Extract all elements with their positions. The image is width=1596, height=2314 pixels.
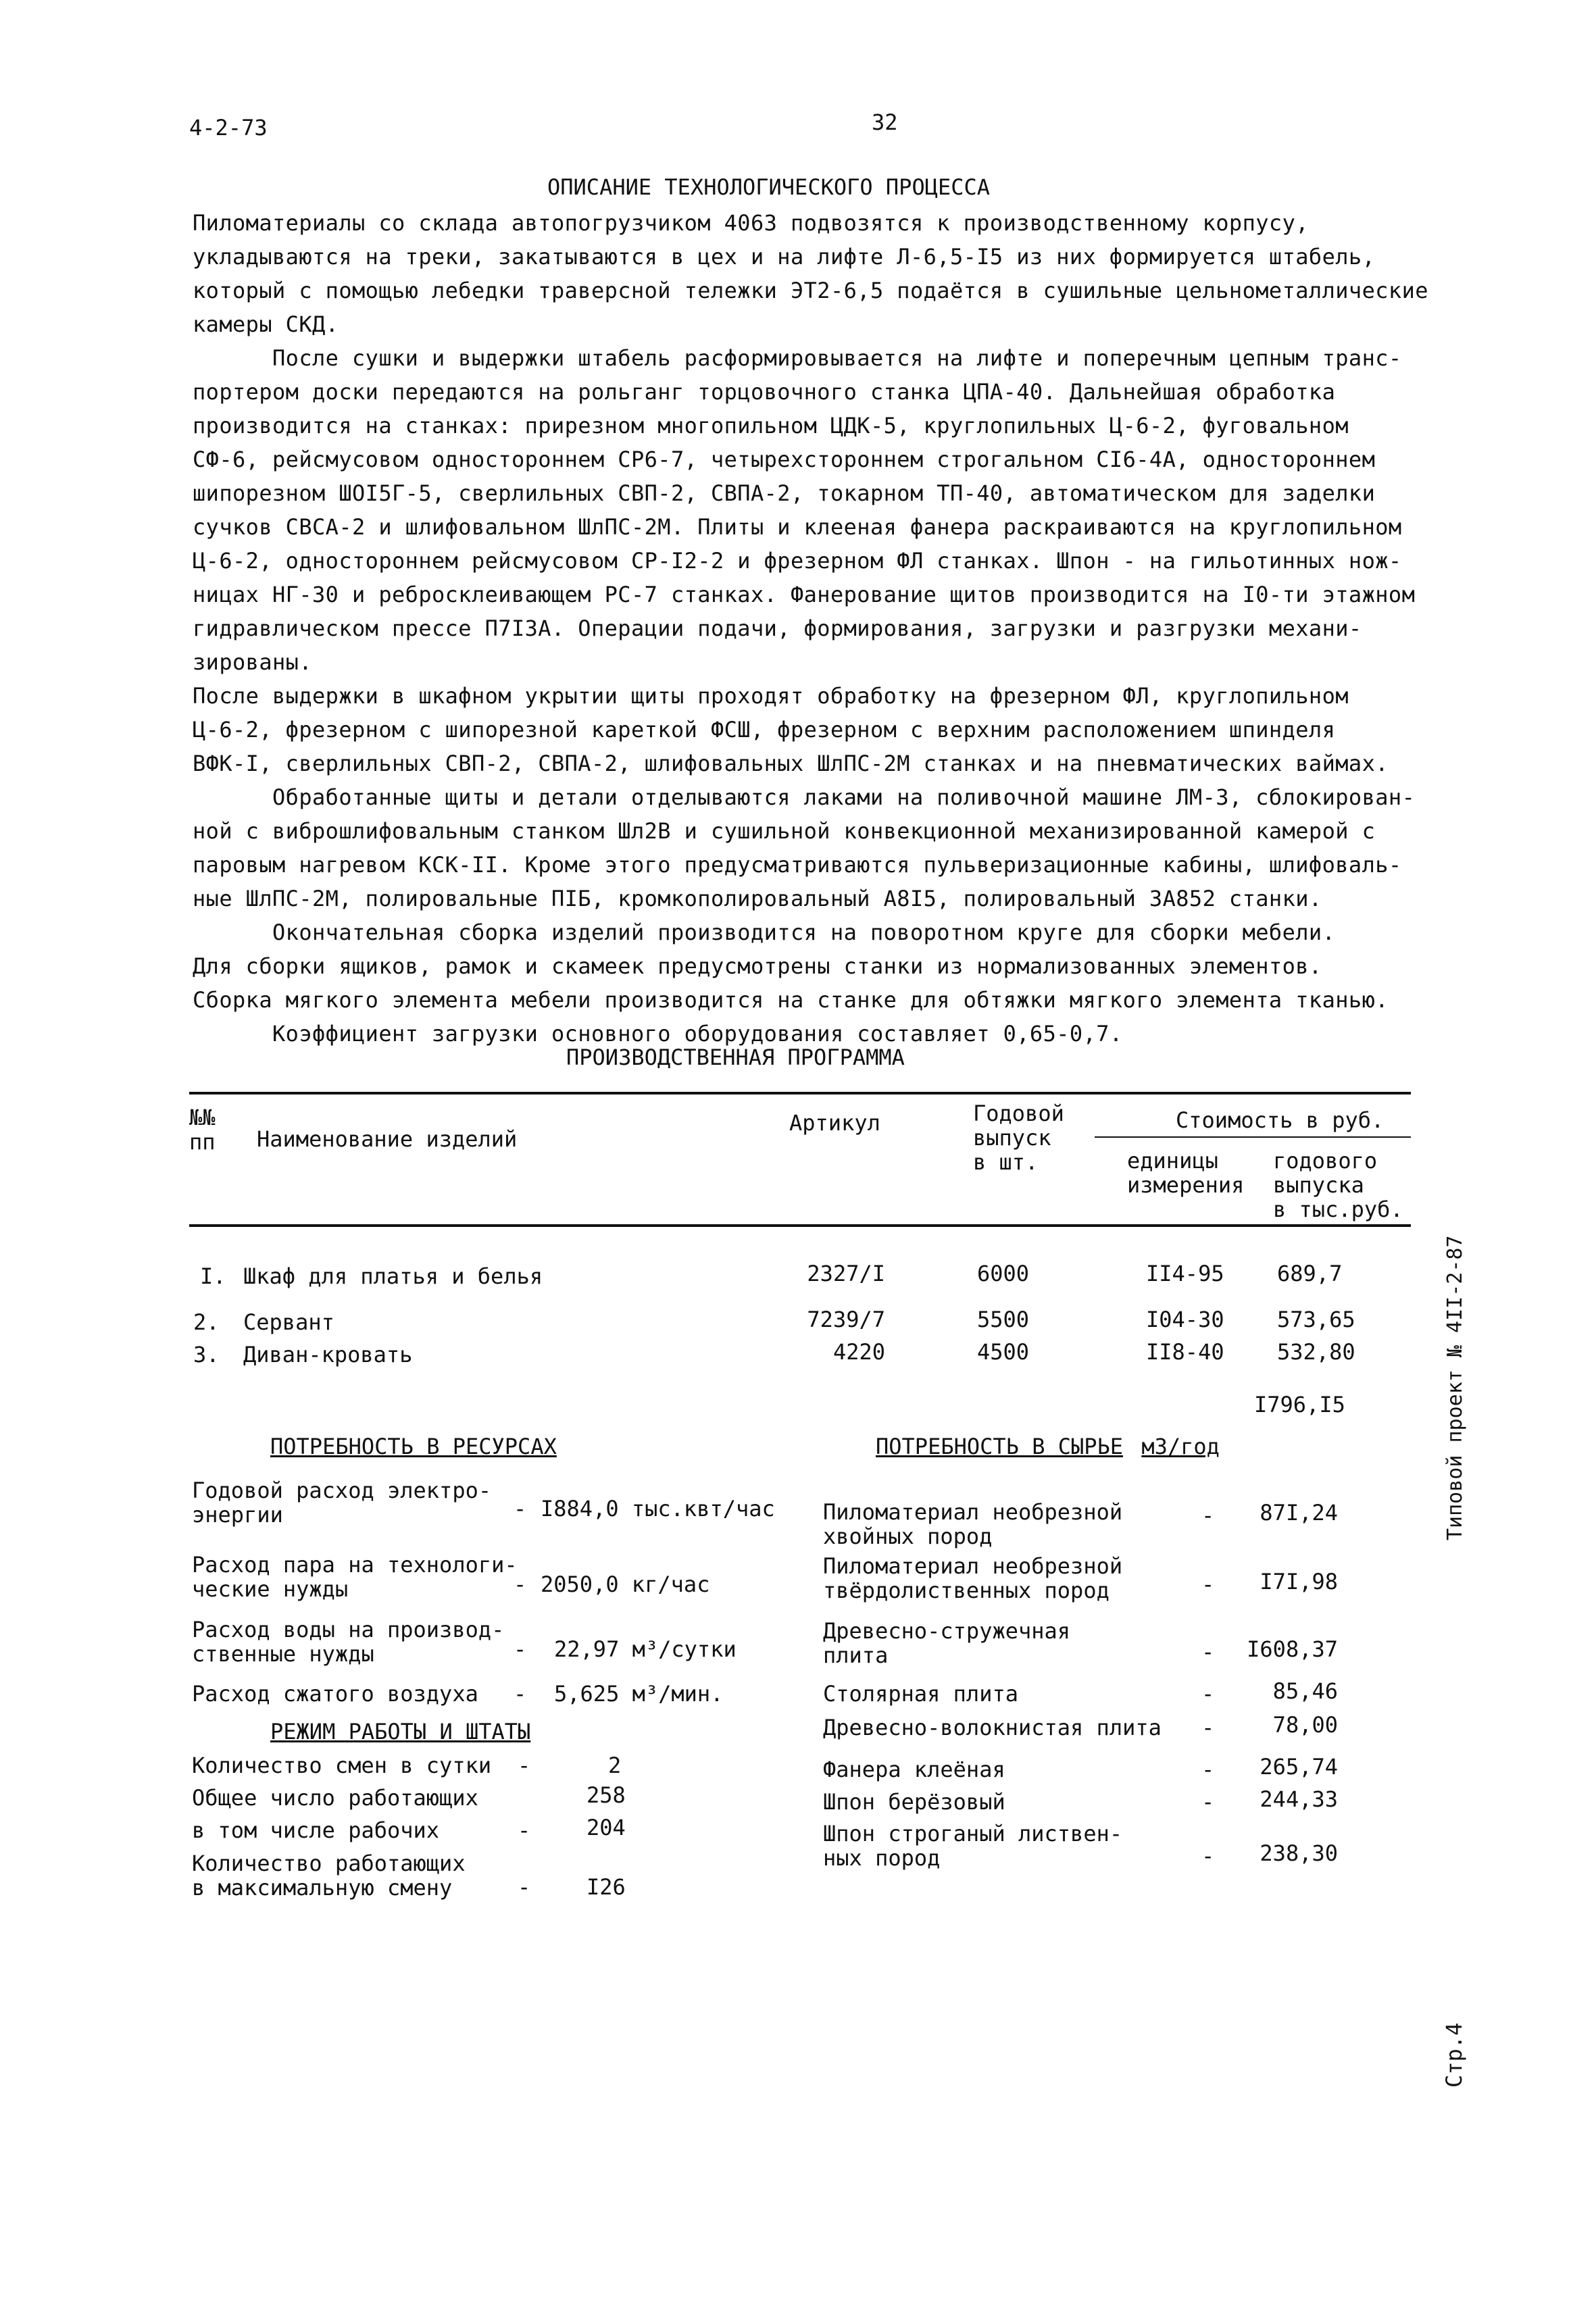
raw-dash: -: [1201, 1681, 1215, 1707]
raw-label: Древесно-волокнистая плита: [823, 1715, 1162, 1740]
staff-value: 2: [608, 1753, 622, 1778]
row-output: 4500: [977, 1339, 1030, 1365]
text-line: После сушки и выдержки штабель расформировывается на лифте и поперечным цепным транс-: [193, 345, 1402, 371]
text-line: камеры СКД.: [193, 311, 339, 337]
staff-label: Количество работающих в максимальную смену: [192, 1851, 466, 1901]
raw-value: 265,74: [1260, 1754, 1338, 1780]
raw-value: 238,30: [1260, 1840, 1338, 1866]
resource-value: 5,625 м³/мин.: [554, 1681, 724, 1707]
resource-value: 2050,0 кг/час: [541, 1571, 710, 1597]
col-article-header: Артикул: [789, 1110, 880, 1136]
text-line: Сборка мягкого элемента мебели производится на станке для обтяжки мягкого элемента тканью.: [193, 987, 1389, 1013]
text-line: Ц-6-2, одностороннем рейсмусовом СР-I2-2 и фрезерном ФЛ станках. Шпон - на гильотинных нож-: [193, 548, 1402, 574]
row-annual-cost: 573,65: [1277, 1307, 1355, 1332]
staff-dash: -: [518, 1817, 531, 1843]
raw-label: Столярная плита: [823, 1681, 1018, 1707]
text-line: производится на станках: прирезном многопильном ЦДК-5, круглопильных Ц-6-2, фуговальном: [193, 413, 1349, 438]
raw-label: Фанера клеёная: [823, 1757, 1005, 1782]
raw-dash: -: [1201, 1503, 1215, 1528]
row-name: Диван-кровать: [243, 1342, 413, 1367]
staff-dash: -: [518, 1753, 531, 1778]
page-label: Стр.4: [1441, 2022, 1467, 2088]
text-line: шипорезном ШОI5Г-5, сверлильных СВП-2, СВПА-2, токарном ТП-40, автоматическом для заделки: [193, 480, 1376, 506]
row-annual-cost: 689,7: [1277, 1261, 1343, 1286]
col-output-header: Годовой выпуск в шт.: [973, 1101, 1064, 1175]
row-unit-cost: II8-40: [1146, 1339, 1224, 1365]
raw-dash: -: [1201, 1757, 1215, 1782]
text-line: Ц-6-2, фрезерном с шипорезной кареткой ФСШ, фрезерном с верхним расположением шпинделя: [193, 717, 1336, 743]
program-title: ПРОИЗВОДСТВЕННАЯ ПРОГРАММА: [566, 1045, 905, 1070]
text-line: укладываются на треки, закатываются в цех и на лифте Л-6,5-I5 из них формируется штабель,: [193, 244, 1376, 270]
raw-title: ПОТРЕБНОСТЬ В СЫРЬЕ м3/год: [876, 1434, 1220, 1459]
row-num: I.: [200, 1263, 226, 1289]
resource-label: Расход сжатого воздуха: [192, 1681, 478, 1707]
text-line: После выдержки в шкафном укрытии щиты проходят обработку на фрезерном ФЛ, круглопильном: [193, 683, 1349, 709]
raw-value: 78,00: [1272, 1712, 1338, 1738]
resource-dash: -: [514, 1636, 527, 1662]
document-code: 4-2-73: [189, 115, 268, 141]
col-cost-header: Стоимость в руб.: [1176, 1107, 1385, 1133]
raw-dash: -: [1201, 1715, 1215, 1740]
raw-value: 85,46: [1272, 1678, 1338, 1704]
staff-label: Общее число работающих: [192, 1785, 478, 1811]
row-unit-cost: I04-30: [1146, 1307, 1224, 1332]
raw-value: 87I,24: [1260, 1500, 1338, 1526]
row-name: Сервант: [243, 1309, 334, 1335]
col-unit-cost-header: единицы измерения: [1127, 1148, 1245, 1198]
text-line: ВФК-I, сверлильных СВП-2, СВПА-2, шлифовальных ШлПС-2М станках и на пневматических ваймах.: [193, 751, 1389, 776]
text-line: СФ-6, рейсмусовом одностороннем СР6-7, четырехстороннем строгальном СI6-4А, одностороннем: [193, 447, 1376, 472]
staff-label: Количество смен в сутки: [192, 1753, 492, 1778]
raw-label: Шпон строганый листвен- ных пород: [823, 1821, 1123, 1871]
text-line: Пиломатериалы со склада автопогрузчиком 4063 подвозятся к производственному корпусу,: [193, 210, 1309, 236]
text-line: Для сборки ящиков, рамок и скамеек предусмотрены станки из нормализованных элементов.: [193, 953, 1322, 979]
text-line: который с помощью лебедки траверсной тележки ЭТ2-6,5 подаётся в сушильные цельнометаллические: [193, 278, 1428, 303]
raw-label: Пиломатериал необрезной хвойных пород: [823, 1499, 1123, 1549]
project-label: Типовой проект № 4II-2-87: [1443, 1235, 1467, 1540]
row-output: 6000: [977, 1261, 1030, 1286]
text-line: ницах НГ-30 и ребросклеивающем РС-7 станках. Фанерование щитов производится на I0-ти этажном: [193, 582, 1416, 607]
text-line: паровым нагревом КСК-II. Кроме этого предусматриваются пульверизационные кабины, шлифоваль-: [193, 852, 1402, 878]
text-line: сучков СВСА-2 и шлифовальном ШлПС-2М. Плиты и клееная фанера раскраиваются на круглопильном: [193, 514, 1402, 540]
resource-label: Расход воды на производ- ственные нужды: [192, 1617, 505, 1667]
resource-label: Расход пара на технологи- ческие нужды: [192, 1552, 518, 1602]
resource-dash: -: [514, 1496, 527, 1521]
cost-subheader-rule: [1095, 1136, 1411, 1138]
row-unit-cost: II4-95: [1146, 1261, 1224, 1286]
resources-title: ПОТРЕБНОСТЬ В РЕСУРСАХ: [270, 1434, 557, 1459]
text-line: гидравлическом прессе П7I3А. Операции подачи, формирования, загрузки и разгрузки механи-: [193, 615, 1362, 641]
program-total: I796,I5: [1254, 1392, 1345, 1417]
text-line: портером доски передаются на рольганг торцовочного станка ЦПА-40. Дальнейшая обработка: [193, 379, 1336, 405]
table-header-rule: [189, 1224, 1411, 1227]
page-number: 32: [872, 109, 898, 135]
text-line: зированы.: [193, 649, 312, 675]
staff-title: РЕЖИМ РАБОТЫ И ШТАТЫ: [270, 1719, 531, 1744]
staff-value: I26: [587, 1874, 626, 1900]
col-annual-cost-header: годового выпуска в тыс.руб.: [1273, 1148, 1403, 1222]
table-top-rule: [189, 1092, 1411, 1095]
text-line: Окончательная сборка изделий производится на поворотном круге для сборки мебели.: [193, 920, 1336, 945]
col-num-header: №№ пп: [189, 1105, 216, 1155]
resource-label: Годовой расход электро- энергии: [192, 1478, 492, 1528]
row-num: 2.: [193, 1309, 220, 1335]
text-line: ной с виброшлифовальным станком Шл2В и сушильной конвекционной механизированной камерой с: [193, 818, 1376, 844]
raw-value: 244,33: [1260, 1786, 1338, 1812]
description-title: ОПИСАНИЕ ТЕХНОЛОГИЧЕСКОГО ПРОЦЕССА: [547, 174, 991, 200]
staff-label: в том числе рабочих: [192, 1817, 440, 1843]
raw-value: I608,37: [1247, 1636, 1338, 1662]
row-article: 4220: [832, 1339, 885, 1365]
raw-label: Древесно-стружечная плита: [823, 1618, 1071, 1668]
staff-value: 258: [587, 1782, 626, 1808]
text-line: Коэффициент загрузки основного оборудования составляет 0,65-0,7.: [193, 1021, 1123, 1047]
raw-label: Пиломатериал необрезной твёрдолиственных пород: [823, 1553, 1123, 1603]
resource-dash: -: [514, 1571, 527, 1597]
row-name: Шкаф для платья и белья: [243, 1263, 543, 1289]
row-article: 2327/I: [807, 1261, 885, 1286]
raw-dash: -: [1201, 1639, 1215, 1665]
resource-value: 22,97 м³/сутки: [554, 1636, 737, 1662]
row-annual-cost: 532,80: [1277, 1339, 1355, 1365]
staff-dash: -: [518, 1874, 531, 1900]
raw-value: I7I,98: [1260, 1569, 1338, 1594]
row-num: 3.: [193, 1342, 220, 1367]
col-name-header: Наименование изделий: [257, 1126, 518, 1152]
resource-value: I884,0 тыс.квт/час: [541, 1496, 775, 1521]
row-article: 7239/7: [807, 1307, 885, 1332]
text-line: ные ШлПС-2М, полировальные ПIБ, кромкополировальный А8I5, полировальный 3А852 станки.: [193, 886, 1322, 911]
raw-label: Шпон берёзовый: [823, 1789, 1005, 1815]
resource-dash: -: [514, 1681, 527, 1707]
raw-dash: -: [1201, 1843, 1215, 1869]
text-line: Обработанные щиты и детали отделываются лаками на поливочной машине ЛМ-3, сблокирован-: [193, 784, 1416, 810]
raw-dash: -: [1201, 1571, 1215, 1597]
staff-value: 204: [587, 1815, 626, 1840]
row-output: 5500: [977, 1307, 1030, 1332]
raw-dash: -: [1201, 1789, 1215, 1815]
